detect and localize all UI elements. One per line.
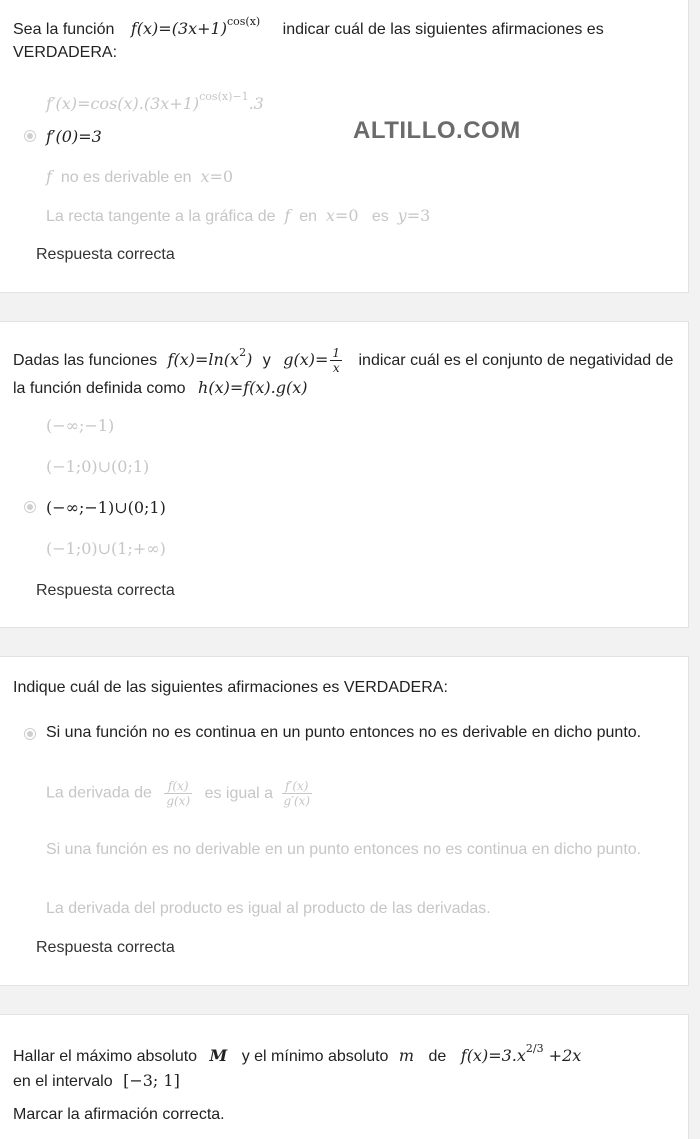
q4-formula: $f(x)=3.x^{2/3} +2x$ — [460, 1042, 582, 1065]
q1-option-2-radio[interactable] — [24, 130, 36, 142]
q2-answer: Respuesta correcta — [36, 582, 175, 599]
q4-interval: [−3; 1] — [123, 1071, 180, 1090]
q1-option-1[interactable]: $f'(x)=\cos(x).(3x+1)^{cos(x)-1}.3$ — [46, 90, 264, 113]
question-card-2 — [0, 321, 689, 628]
q4-text-c: de — [428, 1048, 447, 1065]
q2-text-b: indicar cuál es el conjunto de negatividad de la función definida como — [13, 352, 674, 397]
q2-option-3-radio[interactable] — [24, 501, 36, 513]
q3-option-2[interactable]: La derivada de $\frac{f(x)}{g(x)}$ es igual a $\frac{f'(x)}{g'(x)}$ — [46, 779, 311, 808]
q4-text-d: en el intervalo — [13, 1073, 113, 1090]
q2-h-formula: h(x)=f(x).g(x) — [198, 378, 308, 397]
q1-answer: Respuesta correcta — [36, 246, 175, 263]
question-1-text — [13, 10, 674, 64]
q1-option-4[interactable]: La recta tangente a la gráfica de f en x=0 es y=3 — [46, 206, 431, 225]
q2-g-formula: g(x)= $\frac{1}{x}$ — [283, 346, 341, 375]
q2-text-a: Dadas las funciones — [13, 352, 158, 369]
q3-option-4[interactable]: La derivada del producto es igual al producto de las derivadas. — [46, 900, 491, 917]
watermark-logo: ALTILLO.COM — [353, 117, 521, 144]
q2-option-3[interactable]: (−∞;−1)∪(0;1) — [46, 498, 166, 517]
question-card-1 — [0, 0, 689, 293]
question-3-text: Indique cuál de las siguientes afirmaciones es VERDADERA: — [13, 679, 448, 696]
q4-text-b: y el mínimo absoluto — [241, 1048, 389, 1065]
question-4-text — [13, 1037, 674, 1094]
q4-instruction: Marcar la afirmación correcta. — [13, 1106, 225, 1123]
q1-option-3[interactable]: f no es derivable en x=0 — [46, 167, 234, 186]
q4-M: M — [209, 1046, 228, 1065]
q1-text-a: Sea la función — [13, 21, 115, 38]
q2-option-2[interactable]: (−1;0)∪(0;1) — [46, 457, 150, 476]
q2-option-4[interactable]: (−1;0)∪(1;+∞) — [46, 539, 166, 558]
q2-y: y — [262, 352, 271, 369]
q3-answer: Respuesta correcta — [36, 939, 175, 956]
q4-text-a: Hallar el máximo absoluto — [13, 1048, 198, 1065]
q4-m: m — [398, 1046, 415, 1065]
question-card-3 — [0, 656, 689, 986]
q2-f-formula: $f(x)=\ln(x^2)$ — [167, 346, 253, 369]
question-2-text — [13, 340, 674, 401]
q1-text-b: indicar cuál de las siguientes afirmaciones es VERDADERA: — [13, 21, 604, 61]
q1-option-2[interactable]: f′(0)=3 — [46, 127, 102, 146]
q3-option-1[interactable]: Si una función no es continua en un punto entonces no es derivable en dicho punto. — [46, 724, 642, 741]
q2-option-1[interactable]: (−∞;−1) — [46, 416, 115, 435]
question-card-4 — [0, 1014, 689, 1139]
q3-option-1-radio[interactable] — [24, 728, 36, 740]
q3-option-3[interactable]: Si una función es no derivable en un punto entonces no es continua en dicho punto. — [46, 841, 642, 858]
q1-formula: $f(x)=(3x+1)^{cos(x)}$ — [130, 15, 261, 38]
